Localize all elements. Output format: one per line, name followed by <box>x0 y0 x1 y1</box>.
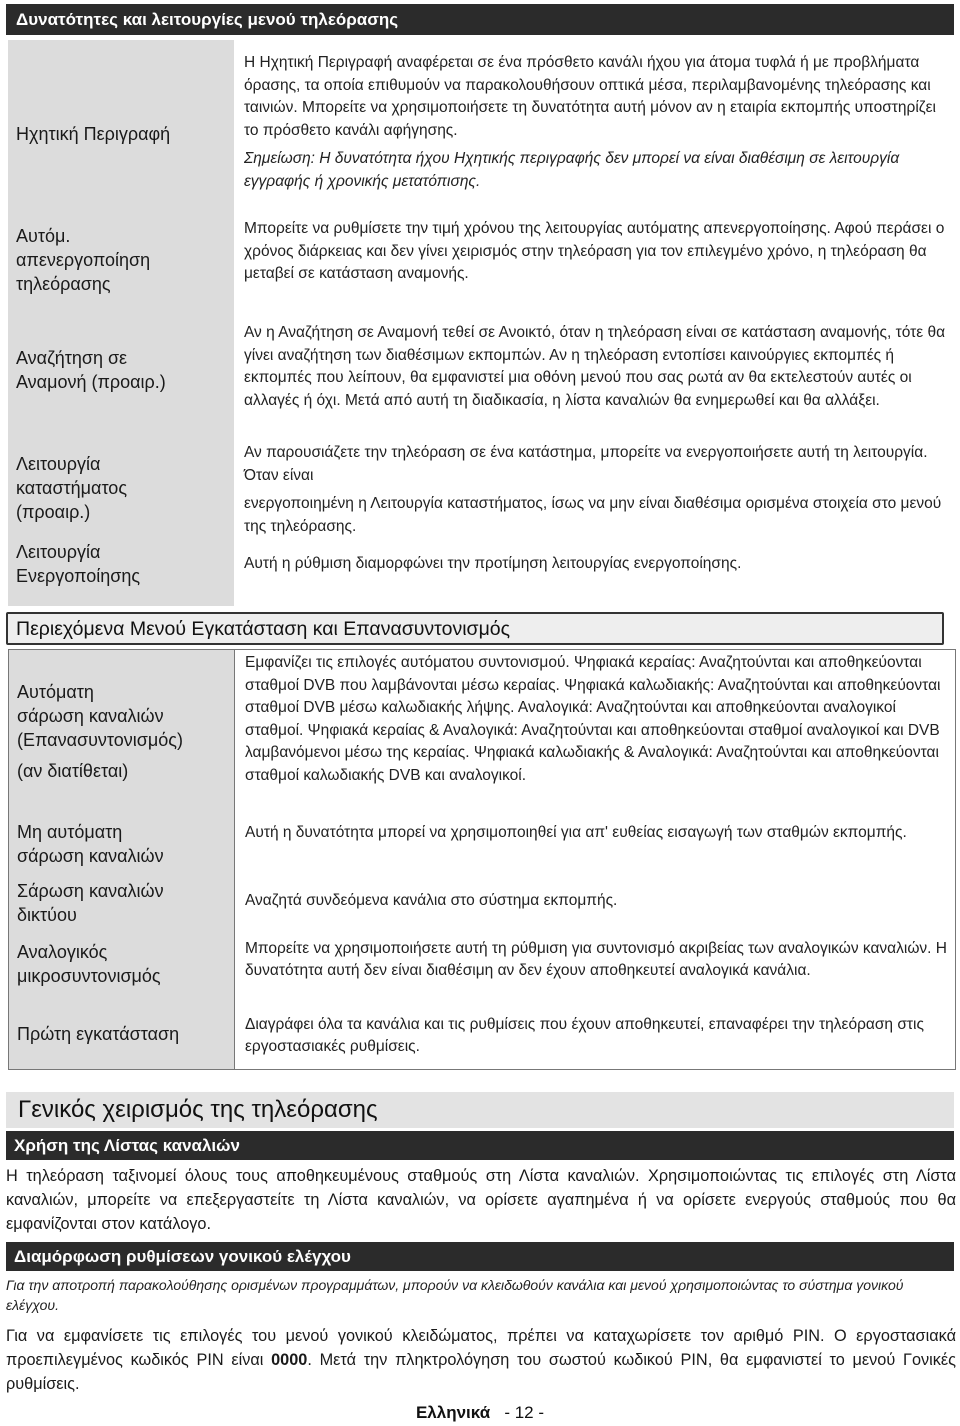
label-line: Πρώτη εγκατάσταση <box>17 1023 180 1044</box>
label-manual-channel-scan <box>9 814 235 872</box>
section-header-tv-menu-features: Δυνατότητες και λειτουργίες μενού τηλεόρασης <box>6 4 954 35</box>
label-store-mode <box>8 432 234 540</box>
subsection-channel-list: Χρήση της Λίστας καναλιών <box>6 1131 954 1160</box>
label-audio-description <box>8 40 234 210</box>
subsection-parental-control: Διαμόρφωση ρυθμίσεων γονικού ελέγχου <box>6 1242 954 1271</box>
label-line: Αναζήτηση σε <box>16 348 128 368</box>
table-row <box>9 1008 956 1070</box>
table-row <box>9 650 956 814</box>
default-pin: 0000 <box>271 1351 308 1369</box>
label-line: σάρωση καναλιών <box>17 845 164 866</box>
desc-text: Μπορείτε να χρησιμοποιήσετε αυτή τη ρύθμιση για συντονισμό ακριβείας των αναλογικών καναλιών. Η δυνατότητα αυτή δεν είναι διαθέσιμη αν δεν έχουν αποθηκευτεί αναλογικά κανάλια. <box>245 939 947 979</box>
desc-auto-channel-scan <box>235 650 956 814</box>
desc-network-channel-scan <box>235 872 956 930</box>
label-line: (αν διατίθεται) <box>17 761 129 781</box>
label-network-channel-scan <box>9 872 235 930</box>
desc-text: Αυτή η δυνατότητα μπορεί να χρησιμοποιηθεί για απ' ευθείας εισαγωγή των σταθμών εκπομπής. <box>245 823 907 841</box>
desc-text: Αν η Αναζήτηση σε Αναμονή τεθεί σε Ανοικτό, όταν η τηλεόραση είναι σε κατάσταση αναμονής, τότε θα γίνει αναζήτηση των διαθέσιμων εκπομπών. Αν η τηλεόραση εντοπίσει καινούργιες εκπομπές ή εκπομπές που λείπουν, θα εμφανιστεί μια οθόνη μενού που σας ρωτά αν θα εκτελεστούν αυτές οι αλλαγές ή όχι. Μετά από αυτή τη διαδικασία, η λίστα καναλιών θα ενημερωθεί και θα αλλάξει. <box>244 324 946 409</box>
label-line: Ηχητική Περιγραφή <box>16 124 171 144</box>
label-line: Ενεργοποίησης <box>16 566 141 586</box>
desc-text: Εμφανίζει τις επιλογές αυτόματου συντονισμού. Ψηφιακά κεραίας: Αναζητούνται και αποθηκεύονται σταθμοί DVB που λαμβάνονται μέσω κεραίας. Ψηφιακά καλωδιακής: Αναζητούνται και αποθηκεύονται σταθμοί DVB μέσω καλωδιακής λήψης. Αναλογικά: Αναζητούνται και αποθηκεύονται αναλογικοί σταθμοί. Ψηφιακά κεραίας & Αναλογικά: Αναζητούνται και αποθηκεύονται σταθμοί αναλογικοί και DVB λαμβανόμενοι μέσω της κεραίας. Ψηφιακά καλωδιακής & Αναλογικά: Αναζητούνται και αποθηκεύονται σταθμοί καλωδιακής DVB και αναλογικοί. <box>245 654 941 784</box>
label-auto-channel-scan <box>9 650 235 814</box>
installation-table <box>8 649 956 1070</box>
desc-power-up-mode <box>234 540 954 606</box>
footer-language: Ελληνικά <box>415 1403 491 1422</box>
label-analogue-fine-tune <box>9 930 235 1008</box>
pin-text-part: Για να εμφανίσετε τις επιλογές του μενού γονικού κλειδώματος, πρέπει να καταχωρίσετε τον αριθμό PIN. Ο εργοστασιακά προεπιλεγμένος κωδικός PIN είναι <box>6 1327 956 1369</box>
desc-text: Αναζητά συνδεόμενα κανάλια στο σύστημα εκπομπής. <box>245 891 618 909</box>
section-header-installation-menu: Περιεχόμενα Μενού Εγκατάσταση και Επανασυντονισμός <box>6 612 944 645</box>
label-line: (Επανασυντονισμός) <box>17 730 183 750</box>
desc-store-mode <box>234 432 954 540</box>
table-row <box>8 210 954 314</box>
label-line: Αναλογικός <box>17 941 108 962</box>
label-line: Αναμονή (προαιρ.) <box>16 372 166 392</box>
table-row <box>9 814 956 872</box>
table-row <box>9 872 956 930</box>
desc-manual-channel-scan <box>235 814 956 872</box>
page-footer <box>0 1402 960 1424</box>
desc-text: Αυτή η ρύθμιση διαμορφώνει την προτίμηση λειτουργίας ενεργοποίησης. <box>244 555 742 572</box>
table-row <box>8 40 954 210</box>
label-line: Λειτουργία <box>16 542 101 562</box>
channel-list-paragraph: Η τηλεόραση ταξινομεί όλους τους αποθηκευμένους σταθμούς στη Λίστα καναλιών. Χρησιμοποιώντας τις επιλογές στη Λίστα καναλιών, μπορείτε να επεξεργαστείτε τη Λίστα καναλιών, να ορίσετε αγαπημένα ή να ορίσετε ενεργούς σταθμούς που θα εμφανίζονται στον κατάλογο. <box>6 1167 956 1233</box>
label-line: δικτύου <box>17 904 77 925</box>
label-line: Αυτόματη <box>17 682 94 702</box>
parental-control-note: Για την αποτροπή παρακολούθησης ορισμένων προγραμμάτων, μπορούν να κλειδωθούν κανάλια και μενού χρησιμοποιώντας το σύστημα γονικού ελέγχου. <box>6 1277 904 1313</box>
desc-text: Μπορείτε να ρυθμίσετε την τιμή χρόνου της λειτουργίας αυτόματης απενεργοποίησης. Αφού περάσει ο χρόνος διάρκειας και δεν γίνει χειρισμός στην τηλεόραση για τον επιλεγμένο χρόνο, η τηλεόραση θα μεταβεί σε κατάσταση αναμονής. <box>244 220 945 282</box>
features-table <box>8 40 954 606</box>
label-line: Σάρωση καναλιών <box>17 880 164 901</box>
section-title-general-tv-operation: Γενικός χειρισμός της τηλεόρασης <box>6 1092 954 1128</box>
desc-first-time-install <box>235 1008 956 1070</box>
desc-audio-description <box>234 40 954 210</box>
label-power-up-mode <box>8 540 234 606</box>
desc-auto-tv-off <box>234 210 954 314</box>
note-text: Σημείωση: Η δυνατότητα ήχου Ηχητικής περιγραφής δεν μπορεί να είναι διαθέσιμη σε λειτουργία εγγραφής ή χρονικής μετατόπισης. <box>244 150 900 190</box>
label-line: σάρωση καναλιών <box>17 706 164 726</box>
label-line: Μη αυτόματη <box>17 821 123 842</box>
label-line: (προαιρ.) <box>16 502 91 522</box>
table-row <box>8 432 954 540</box>
label-auto-tv-off <box>8 210 234 314</box>
table-row <box>8 540 954 606</box>
label-line: τηλεόρασης <box>16 274 111 294</box>
desc-text: Αν παρουσιάζετε την τηλεόραση σε ένα κατάστημα, μπορείτε να ενεργοποιήσετε αυτή τη λειτουργία. Όταν είναι <box>244 444 928 484</box>
desc-text: Διαγράφει όλα τα κανάλια και τις ρυθμίσεις που έχουν αποθηκευτεί, επαναφέρει την τηλεόραση στις εργοστασιακές ρυθμίσεις. <box>245 1015 924 1055</box>
label-line: απενεργοποίηση <box>16 250 151 270</box>
pin-text-part: . Μετά την πληκτρολόγηση του σωστού κωδικού PIN, θα εμφανιστεί το μενού Γονικές ρυθμίσεις. <box>6 1351 956 1393</box>
desc-analogue-fine-tune <box>235 930 956 1008</box>
label-line: Λειτουργία <box>16 454 101 474</box>
table-row <box>9 930 956 1008</box>
parental-pin-paragraph <box>6 1324 956 1396</box>
desc-search-in-standby <box>234 314 954 432</box>
label-first-time-install <box>9 1008 235 1070</box>
page-number: - 12 - <box>504 1403 545 1422</box>
label-search-in-standby <box>8 314 234 432</box>
label-line: καταστήματος <box>16 478 127 498</box>
table-row <box>8 314 954 432</box>
label-line: Αυτόμ. <box>16 226 71 246</box>
label-line: μικροσυντονισμός <box>17 965 161 986</box>
desc-text: ενεργοποιημένη η Λειτουργία καταστήματος, ίσως να μην είναι διαθέσιμα ορισμένα στοιχεία στο μενού της τηλεόρασης. <box>244 495 942 535</box>
desc-text: Η Ηχητική Περιγραφή αναφέρεται σε ένα πρόσθετο κανάλι ήχου για άτομα τυφλά ή με προβλήματα όρασης, τα οποία επιθυμούν να παρακολουθήσουν οπτικά μέσα, περιλαμβανομένης τηλεόρασης και ταινιών. Μπορείτε να χρησιμοποιήσετε τη δυνατότητα αυτή μόνον αν η εταιρία εκπομπής υποστηρίζει το πρόσθετο κανάλι αφήγησης. <box>244 54 936 139</box>
